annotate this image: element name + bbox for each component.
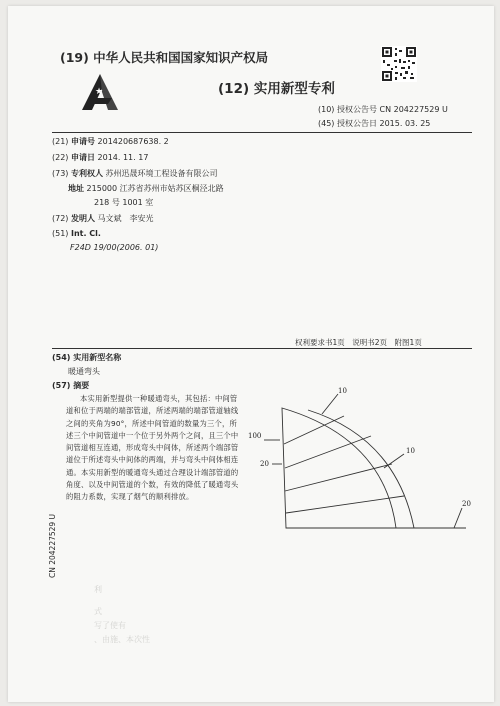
- publication-date: (45) 授权公告日 2015. 03. 25: [318, 119, 431, 128]
- utility-title: 暖通弯头: [68, 367, 100, 376]
- patentee-row: [52, 168, 218, 179]
- segment-line-2: [285, 436, 371, 468]
- leader-line-5: [454, 508, 462, 528]
- label-100: 100: [248, 432, 262, 440]
- abstract-label: 摘要: [73, 381, 90, 390]
- label-20-left: 20: [260, 460, 269, 468]
- elbow-figure: [246, 378, 488, 538]
- label-10-top: 10: [338, 387, 347, 395]
- inventor-value: 马文斌 李安光: [97, 214, 154, 223]
- utility-title-label: 实用新型名称: [73, 353, 122, 362]
- patentee-label: 专利权人: [70, 169, 103, 178]
- app-date-code: (22): [52, 153, 69, 162]
- address-label: 地址: [68, 184, 84, 193]
- segment-line-3: [285, 464, 392, 491]
- int-cl-value: F24D 19/00(2006. 01): [70, 243, 159, 252]
- patent-page: [8, 6, 494, 702]
- address-row: [68, 183, 224, 194]
- faint-text-4: 、由施、本次性: [94, 635, 150, 644]
- leader-line-1: [322, 394, 338, 414]
- abstract-divider: [52, 348, 472, 349]
- patentee-value: 苏州迅晟环境工程设备有限公司: [105, 169, 218, 178]
- utility-title-code: (54): [52, 353, 71, 362]
- application-number-row: [52, 136, 169, 147]
- svg-text:★: ★: [95, 87, 104, 97]
- int-cl-code: (51): [52, 229, 69, 238]
- app-no-code: (21): [52, 137, 69, 146]
- label-10-middle: 10: [406, 447, 415, 455]
- inventor-label: 发明人: [70, 214, 95, 223]
- address-line-2: 218 号 1001 室: [94, 198, 154, 207]
- header-divider: [52, 132, 472, 133]
- address-line-1: 215000 江苏省苏州市姑苏区桐泾北路: [86, 184, 224, 193]
- leader-line-2: [384, 454, 404, 468]
- abstract-heading: [52, 380, 89, 391]
- document-type: (12) 实用新型专利: [218, 81, 335, 97]
- elbow-outline: [282, 408, 396, 528]
- side-publication-number: CN 204227529 U: [48, 513, 57, 578]
- publication-number: (10) 授权公告号 CN 204227529 U: [318, 105, 448, 114]
- abstract-text: 本实用新型提供一种暖通弯头，其包括：中间管道和位于两端的端部管道，所述两端的端部管道轴线之间的夹角为90°，所述中间管道的数量为三个，所述三个中间管道中一个位于另外两个之间，且三个中间管道相互连通，形成弯头中间体，所述两个端部管道位于所述弯头中间体的两端，并与弯头中间体相连通。本实用新型的暖通弯头通过合理设计端部管道的角度、以及中间管道的个数，有效的降低了暖通弯头的阻力系数，实现了烟气的顺利排放。: [66, 394, 239, 502]
- cnipa-logo-icon: [78, 70, 124, 110]
- faint-text-2: 式: [94, 607, 102, 616]
- faint-text-3: 写了使有: [94, 621, 126, 630]
- abstract-code: (57): [52, 381, 71, 390]
- inventor-row: [52, 213, 154, 224]
- app-no-value: 201420687638. 2: [97, 137, 169, 146]
- application-date-row: [52, 152, 148, 163]
- app-no-label: 申请号: [70, 137, 95, 146]
- app-date-value: 2014. 11. 17: [97, 153, 149, 162]
- segment-line-4: [286, 496, 404, 513]
- int-cl-row: [52, 229, 101, 238]
- office-name: (19) 中华人民共和国国家知识产权局: [60, 50, 269, 65]
- utility-title-heading: [52, 352, 121, 363]
- int-cl-label: Int. Cl.: [70, 229, 101, 238]
- page-count: 权利要求书1页 说明书2页 附图1页: [295, 338, 422, 347]
- label-20-right: 20: [462, 500, 471, 508]
- qr-code-icon: [381, 46, 417, 82]
- app-date-label: 申请日: [70, 153, 95, 162]
- faint-text-1: 利: [94, 585, 102, 594]
- inventor-code: (72): [52, 214, 69, 223]
- elbow-inner-arc: [308, 410, 414, 528]
- patentee-code: (73): [52, 169, 69, 178]
